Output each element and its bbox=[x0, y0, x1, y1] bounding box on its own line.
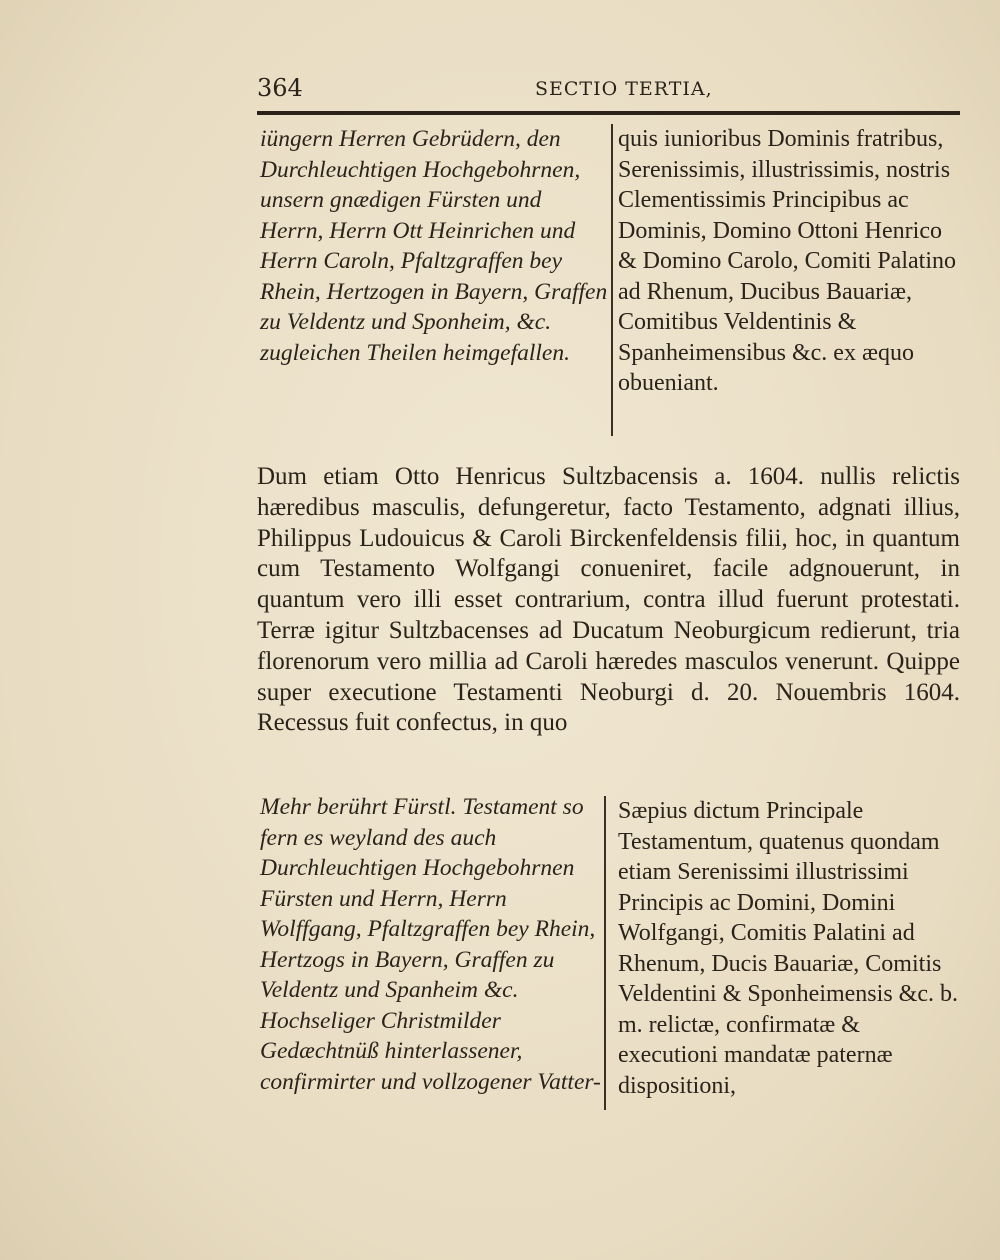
german-column-2 bbox=[260, 792, 608, 1097]
german-text-1: iüngern Herren Gebrüdern, den Durchleuchtigen Hochgebohrnen, unsern gnædigen Fürsten und Herrn, Herrn Ott Heinrichen und Herrn Caroln, Pfaltzgraffen bey Rhein, Hertzogen in Bayern, Graffen zu Veldentz und Sponheim, &c. zugleichen Theilen heimgefallen. bbox=[260, 126, 608, 366]
header-rule bbox=[257, 111, 960, 115]
german-column-1 bbox=[260, 124, 608, 368]
running-head: SECTIO TERTIA, bbox=[535, 78, 713, 100]
main-paragraph: Dum etiam Otto Henricus Sultzbacensis a. 1604. nullis relictis hæredibus masculis, defungeretur, facto Testamento, adgnati illius, Philippus Ludouicus & Caroli Birckenfeldensis filii, hoc, in quantum cum Testamento Wolfgangi conueniret, facile adgnouerunt, in quantum vero illi esset contrarium, contra illud fuerunt protestati. Terræ igitur Sultzbacenses ad Ducatum Neoburgicum redierunt, tria florenorum vero millia ad Caroli hæredes masculos venerunt. Quippe super executione Testamenti Neoburgi d. 20. Nouembris 1604. Recessus fuit confectus, in quo bbox=[257, 463, 960, 737]
page-header bbox=[257, 74, 960, 104]
german-text-2: Mehr berührt Fürstl. Testament so fern es weyland des auch Durchleuchtigen Hochgebohrnen Fürsten und Herrn, Herrn Wolffgang, Pfaltzgraffen bey Rhein, Hertzogs in Bayern, Graffen zu Veldentz und Spanheim &c. Hochseliger Christmilder Gedæchtnüß hinterlassener, confirmirter und vollzogener Vatter- bbox=[260, 794, 601, 1095]
latin-column-1 bbox=[618, 124, 960, 399]
page-number: 364 bbox=[257, 74, 303, 102]
latin-text-1: quis iunioribus Dominis fratribus, Serenissimis, illustrissimis, nostris Clementissimis Principibus ac Dominis, Domino Ottoni Henrico & Domino Carolo, Comiti Palatino ad Rhenum, Ducibus Bauariæ, Comitibus Veldentinis & Spanheimensibus &c. ex æquo obueniant. bbox=[618, 126, 956, 396]
latin-column-2 bbox=[618, 796, 960, 1101]
latin-text-2: Sæpius dictum Principale Testamentum, quatenus quondam etiam Serenissimi illustrissimi Principis ac Domini, Domini Wolfgangi, Comitis Palatini ad Rhenum, Ducis Bauariæ, Comitis Veldentini & Sponheimensis &c. b. m. relictæ, confirmatæ & executioni mandatæ paternæ dispositioni, bbox=[618, 798, 958, 1099]
column-divider-1 bbox=[611, 124, 613, 436]
column-divider-2 bbox=[604, 796, 606, 1110]
